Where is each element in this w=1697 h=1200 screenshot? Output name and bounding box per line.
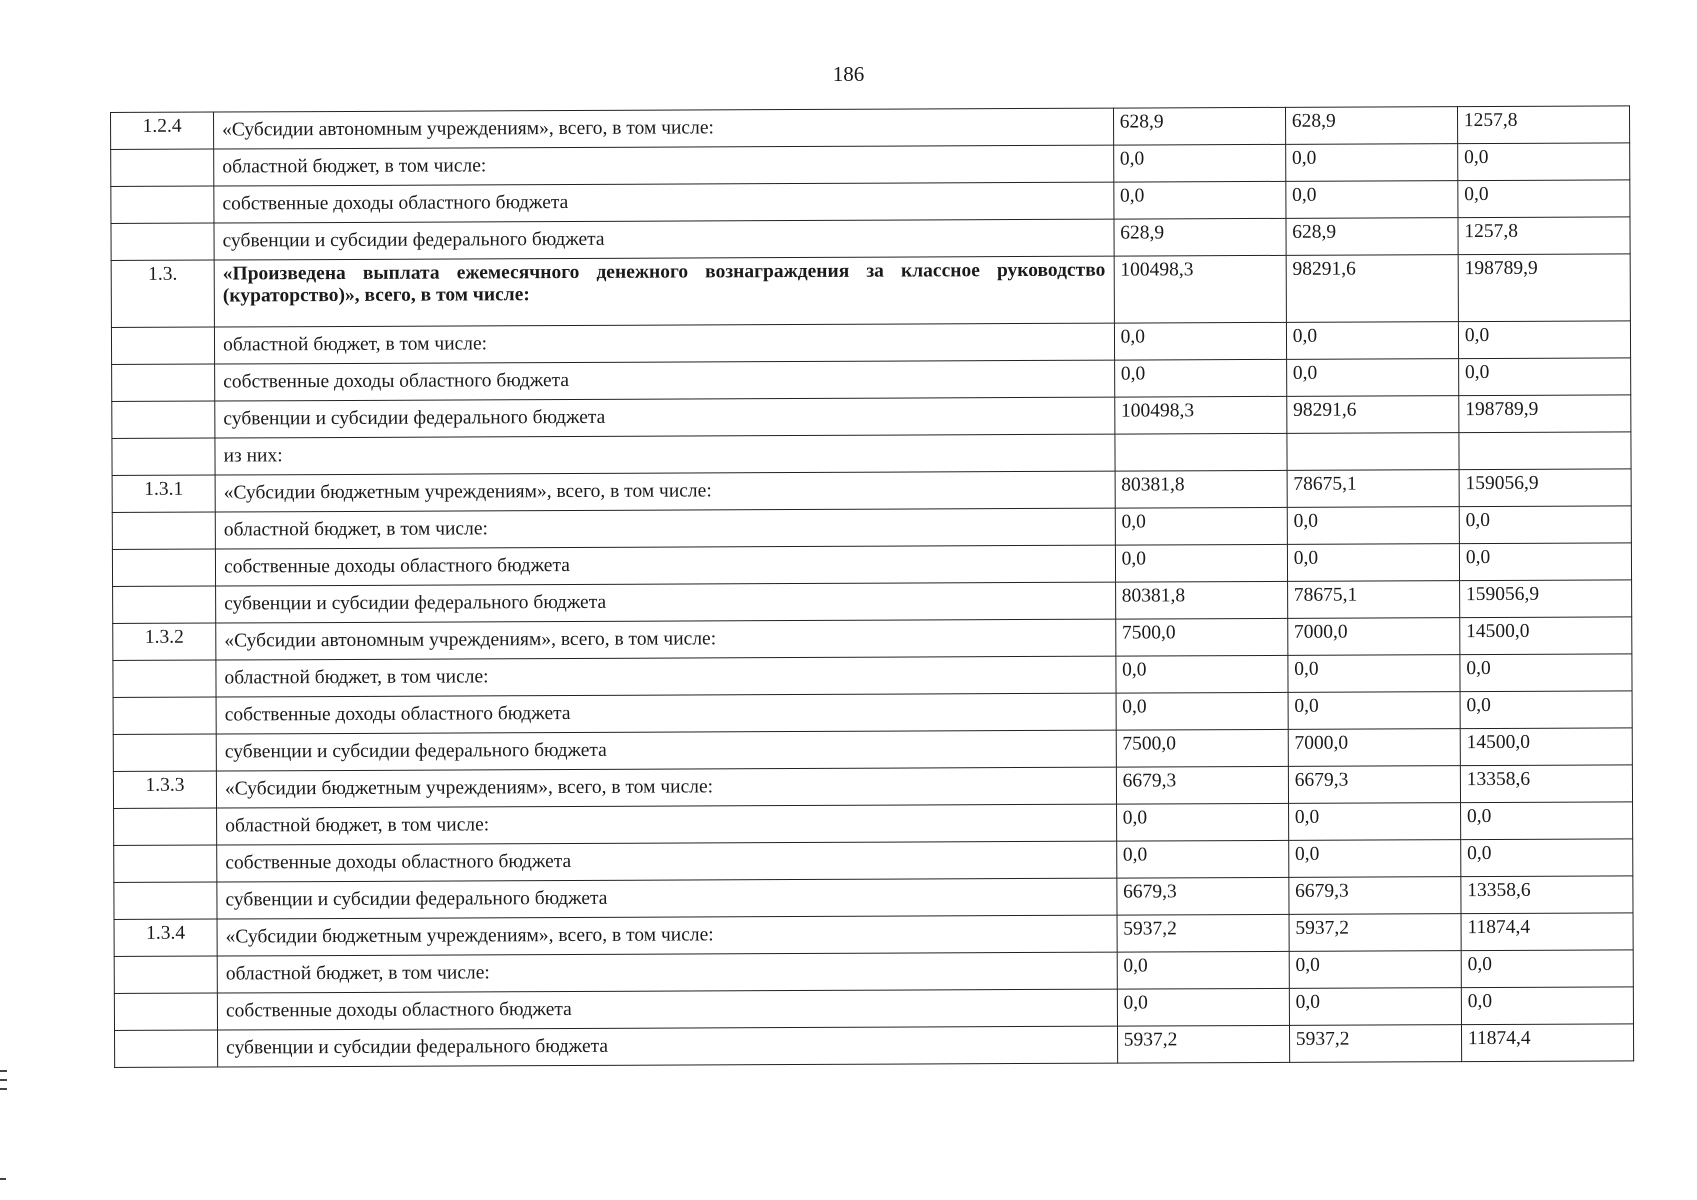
value-col-2: 628,9	[1286, 218, 1458, 256]
value-col-2: 0,0	[1287, 544, 1459, 582]
value-col-3: 0,0	[1461, 839, 1633, 877]
value-col-3: 1257,8	[1458, 217, 1630, 255]
row-number	[112, 512, 215, 549]
value-col-3: 0,0	[1460, 802, 1632, 840]
row-description: областной бюджет, в том числе:	[216, 656, 1116, 697]
value-col-3: 0,0	[1461, 987, 1633, 1025]
row-number	[114, 882, 217, 919]
value-col-2: 0,0	[1287, 507, 1459, 545]
row-number	[114, 845, 217, 882]
row-number: 1.3.2	[113, 623, 216, 660]
value-col-3: 0,0	[1461, 950, 1633, 988]
value-col-3: 11874,4	[1461, 1024, 1633, 1062]
scan-margin-marks	[0, 1070, 8, 1097]
value-col-1: 6679,3	[1116, 877, 1288, 915]
value-col-1: 0,0	[1116, 803, 1288, 841]
row-number	[112, 401, 215, 438]
row-description: «Субсидии бюджетным учреждениям», всего, в том числе:	[215, 471, 1115, 512]
value-col-1: 5937,2	[1117, 914, 1289, 952]
value-col-3: 0,0	[1459, 543, 1631, 581]
value-col-1	[1115, 433, 1287, 471]
value-col-3: 0,0	[1460, 654, 1632, 692]
value-col-1: 0,0	[1114, 322, 1286, 360]
row-number	[111, 223, 214, 260]
row-number	[113, 697, 216, 734]
value-col-2: 0,0	[1289, 988, 1461, 1026]
row-number	[114, 993, 217, 1030]
row-description: собственные доходы областного бюджета	[215, 545, 1115, 586]
row-description: субвенции и субсидии федерального бюджета	[218, 1026, 1118, 1067]
scan-mark	[0, 1070, 7, 1072]
table-row	[111, 254, 1630, 328]
row-description: субвенции и субсидии федерального бюджета	[215, 397, 1115, 438]
value-col-1: 0,0	[1114, 359, 1286, 397]
row-number	[111, 186, 214, 223]
value-col-2: 78675,1	[1287, 470, 1459, 508]
scan-mark	[0, 1079, 7, 1081]
value-col-2: 6679,3	[1289, 877, 1461, 915]
row-number: 1.3.	[111, 260, 214, 327]
row-number	[111, 149, 214, 186]
row-number	[112, 549, 215, 586]
value-col-1: 100498,3	[1114, 255, 1286, 323]
scan-mark	[0, 1088, 7, 1090]
value-col-2: 6679,3	[1288, 766, 1460, 804]
row-description: областной бюджет, в том числе:	[217, 952, 1117, 993]
value-col-1: 0,0	[1113, 144, 1285, 182]
value-col-1: 7500,0	[1116, 729, 1288, 767]
row-description: «Субсидии бюджетным учреждениям», всего, в том числе:	[216, 767, 1116, 808]
value-col-3: 198789,9	[1459, 395, 1631, 433]
value-col-3: 1257,8	[1457, 106, 1629, 144]
value-col-2	[1287, 433, 1459, 471]
value-col-2: 5937,2	[1289, 914, 1461, 952]
row-number	[112, 438, 215, 475]
row-description: «Субсидии автономным учреждениям», всего, в том числе:	[214, 108, 1114, 149]
value-col-3: 0,0	[1460, 691, 1632, 729]
row-description: областной бюджет, в том числе:	[217, 804, 1117, 845]
row-number	[113, 660, 216, 697]
value-col-1: 0,0	[1115, 544, 1287, 582]
row-description: субвенции и субсидии федерального бюджета	[214, 219, 1114, 260]
value-col-3: 14500,0	[1460, 728, 1632, 766]
value-col-1: 80381,8	[1115, 470, 1287, 508]
value-col-1: 0,0	[1117, 988, 1289, 1026]
row-description: субвенции и субсидии федерального бюджета	[217, 878, 1117, 919]
row-description: субвенции и субсидии федерального бюджета	[216, 582, 1116, 623]
row-number	[114, 808, 217, 845]
row-number	[115, 1030, 218, 1067]
row-description: «Субсидии автономным учреждениям», всего, в том числе:	[216, 619, 1116, 660]
row-number: 1.3.1	[112, 475, 215, 512]
value-col-2: 0,0	[1288, 803, 1460, 841]
row-description: собственные доходы областного бюджета	[216, 693, 1116, 734]
value-col-2: 0,0	[1288, 655, 1460, 693]
row-number	[111, 327, 214, 364]
row-number	[114, 956, 217, 993]
value-col-2: 628,9	[1285, 107, 1457, 145]
row-number: 1.3.3	[113, 771, 216, 808]
value-col-1: 7500,0	[1115, 618, 1287, 656]
row-description: собственные доходы областного бюджета	[214, 182, 1114, 223]
value-col-3: 11874,4	[1461, 913, 1633, 951]
value-col-1: 0,0	[1115, 507, 1287, 545]
value-col-2: 7000,0	[1287, 618, 1459, 656]
row-description: собственные доходы областного бюджета	[217, 989, 1117, 1030]
value-col-2: 98291,6	[1286, 255, 1458, 323]
value-col-3: 159056,9	[1459, 580, 1631, 618]
value-col-2: 0,0	[1286, 181, 1458, 219]
value-col-3: 0,0	[1458, 358, 1630, 396]
row-description: собственные доходы областного бюджета	[217, 841, 1117, 882]
value-col-2: 78675,1	[1287, 581, 1459, 619]
budget-table	[110, 105, 1634, 1068]
scan-mark	[0, 1178, 6, 1180]
value-col-2: 0,0	[1285, 144, 1457, 182]
row-number	[113, 586, 216, 623]
row-description: субвенции и субсидии федерального бюджета	[216, 730, 1116, 771]
row-description: областной бюджет, в том числе:	[215, 323, 1115, 364]
value-col-3: 159056,9	[1459, 469, 1631, 507]
value-col-3	[1459, 432, 1631, 470]
value-col-3: 198789,9	[1458, 254, 1630, 322]
value-col-2: 0,0	[1286, 322, 1458, 360]
value-col-2: 5937,2	[1289, 1025, 1461, 1063]
row-description: областной бюджет, в том числе:	[215, 508, 1115, 549]
value-col-1: 6679,3	[1116, 766, 1288, 804]
value-col-2: 0,0	[1288, 840, 1460, 878]
table-row	[115, 1024, 1634, 1068]
row-number: 1.2.4	[111, 112, 214, 149]
value-col-3: 0,0	[1458, 180, 1630, 218]
row-number: 1.3.4	[114, 919, 217, 956]
value-col-1: 100498,3	[1114, 396, 1286, 434]
row-description: «Произведена выплата ежемесячного денежного вознаграждения за классное руководство (кураторство)», всего, в том числе:	[214, 256, 1114, 327]
value-col-1: 0,0	[1116, 655, 1288, 693]
value-col-1: 628,9	[1113, 107, 1285, 145]
row-number	[113, 734, 216, 771]
row-description: «Субсидии бюджетным учреждениям», всего, в том числе:	[217, 915, 1117, 956]
page-number: 186	[832, 62, 865, 86]
row-description: областной бюджет, в том числе:	[214, 145, 1114, 186]
row-number	[112, 364, 215, 401]
value-col-2: 98291,6	[1287, 396, 1459, 434]
value-col-3: 13358,6	[1461, 876, 1633, 914]
value-col-1: 80381,8	[1115, 581, 1287, 619]
row-description: из них:	[215, 434, 1115, 475]
value-col-1: 0,0	[1116, 840, 1288, 878]
value-col-3: 0,0	[1458, 143, 1630, 181]
value-col-3: 14500,0	[1460, 617, 1632, 655]
value-col-1: 0,0	[1117, 951, 1289, 989]
value-col-1: 5937,2	[1117, 1025, 1289, 1063]
value-col-2: 7000,0	[1288, 729, 1460, 767]
value-col-1: 0,0	[1113, 181, 1285, 219]
value-col-1: 628,9	[1114, 218, 1286, 256]
value-col-3: 0,0	[1459, 506, 1631, 544]
value-col-2: 0,0	[1289, 951, 1461, 989]
value-col-2: 0,0	[1286, 359, 1458, 397]
value-col-2: 0,0	[1288, 692, 1460, 730]
value-col-1: 0,0	[1116, 692, 1288, 730]
value-col-3: 13358,6	[1460, 765, 1632, 803]
row-description: собственные доходы областного бюджета	[215, 360, 1115, 401]
value-col-3: 0,0	[1458, 321, 1630, 359]
